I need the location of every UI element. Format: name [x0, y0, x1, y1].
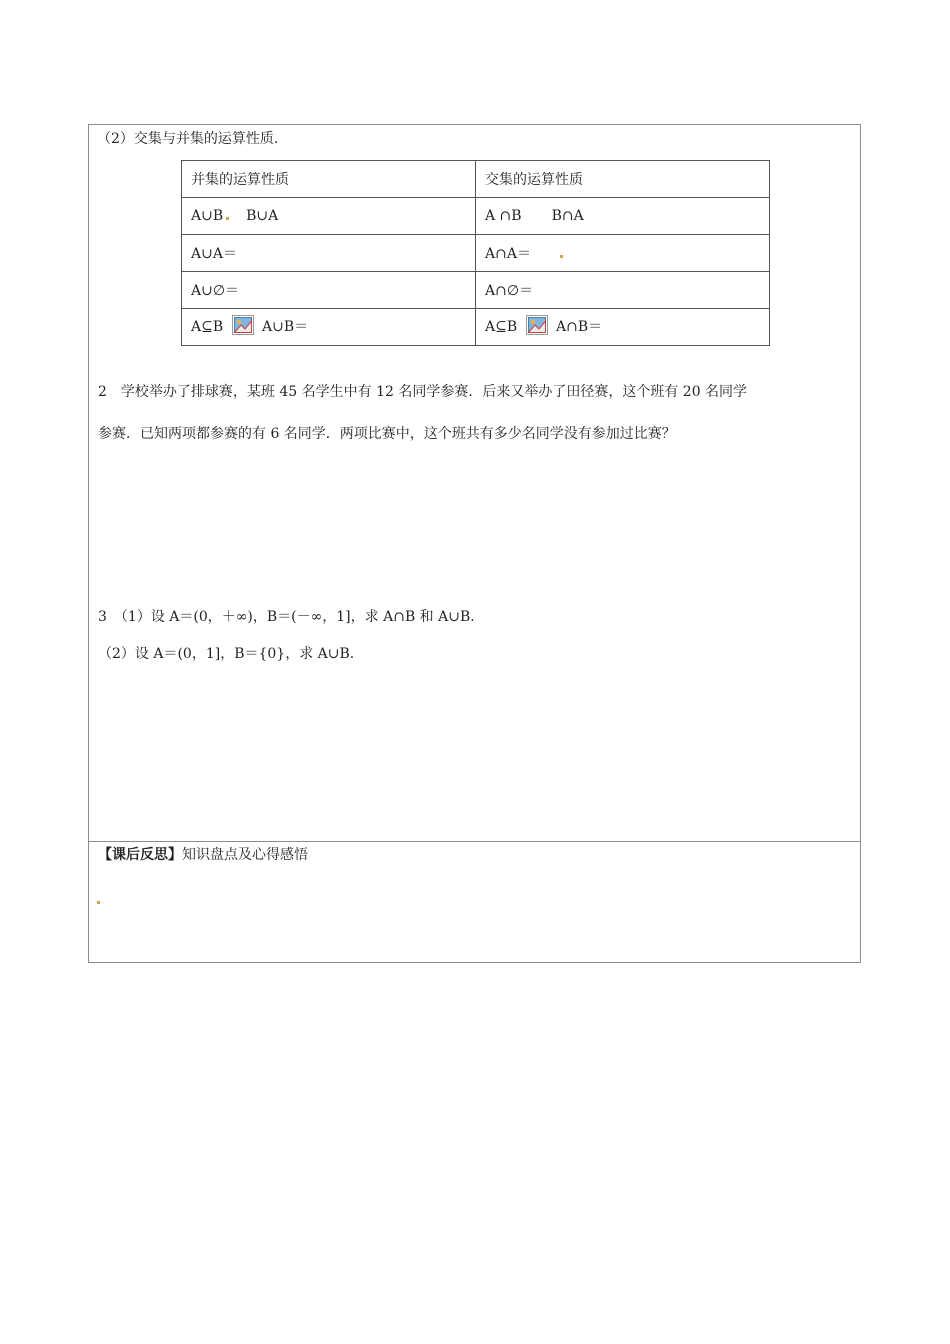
reflection-heading: [98, 846, 308, 864]
union-idempotent-cell: A∪A＝: [182, 235, 476, 272]
union-header: 并集的运算性质: [182, 161, 476, 198]
table-row: [182, 235, 770, 272]
broken-image-icon: [526, 315, 548, 339]
union-subset-expr: A⊆B: [191, 319, 224, 335]
intersection-header: 交集的运算性质: [476, 161, 770, 198]
table-header-row: [182, 161, 770, 198]
intersection-subset-expr: A⊆B: [485, 319, 518, 335]
union-subset-result: A∪B＝: [262, 319, 309, 335]
intersection-empty-cell: A∩∅＝: [476, 272, 770, 309]
dot-mark: [560, 255, 563, 258]
intersection-subset-result: A∩B＝: [556, 319, 603, 335]
table-row: [182, 272, 770, 309]
section-divider: [89, 841, 860, 842]
intersection-commutative-cell: [476, 198, 770, 235]
problem-2-line-1: 2 学校举办了排球赛，某班 45 名学生中有 12 名同学参赛．后来又举办了田径赛，这个班有 20 名同学: [98, 384, 748, 400]
section-heading: （2）交集与并集的运算性质．: [97, 131, 288, 147]
union-commutative-cell: [182, 198, 476, 235]
union-expr-b: B∪A: [246, 208, 279, 224]
dot-mark: [226, 217, 229, 220]
dot-mark: [97, 901, 100, 904]
union-expr-a: A∪B: [191, 208, 224, 224]
reflection-label: 【课后反思】: [98, 847, 182, 863]
problem-3-part-2: （2）设 A＝(0，1]，B＝{0}，求 A∪B．: [98, 646, 364, 662]
union-subset-cell: [182, 309, 476, 346]
union-empty-cell: A∪∅＝: [182, 272, 476, 309]
table-row: [182, 198, 770, 235]
problem-2-line-2: 参赛．已知两项都参赛的有 6 名同学．两项比赛中，这个班共有多少名同学没有参加过比赛？: [98, 426, 676, 442]
reflection-text: 知识盘点及心得感悟: [182, 847, 308, 863]
problem-3-part-1: 3 （1）设 A＝(0，＋∞)，B＝(－∞，1]，求 A∩B 和 A∪B．: [98, 609, 485, 625]
table-row: [182, 309, 770, 346]
intersection-subset-cell: [476, 309, 770, 346]
intersection-expr-a: A ∩B: [485, 208, 522, 224]
set-properties-table: [181, 160, 770, 346]
broken-image-icon: [232, 315, 254, 339]
worksheet-frame: [88, 124, 861, 963]
intersection-idempotent-expr: A∩A＝: [485, 246, 531, 262]
intersection-expr-b: B∩A: [551, 208, 584, 224]
intersection-idempotent-cell: [476, 235, 770, 272]
